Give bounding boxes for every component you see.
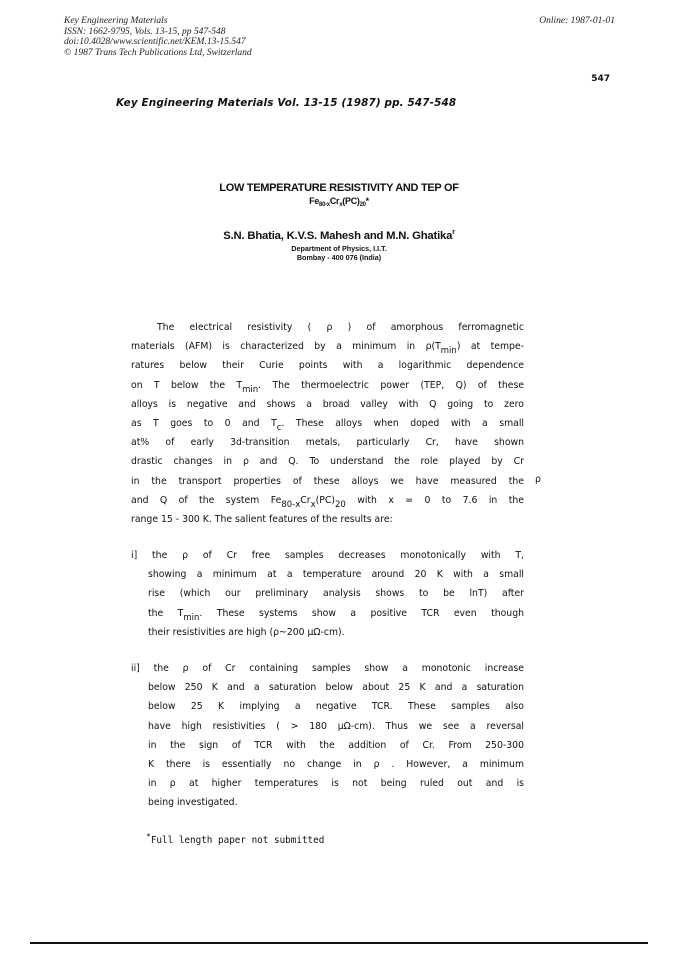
- abstract-line: on T below the $T_{min}$. The thermoelectric power (TEP, Q) of these: [131, 379, 525, 395]
- result-item-ii-line: being investigated.: [148, 797, 238, 809]
- title-line-1: LOW TEMPERATURE RESISTIVITY AND TEP OF: [219, 182, 459, 194]
- meta-issn: ISSN: 1662-9795, Vols. 13-15, pp 547-548: [64, 26, 226, 37]
- paper-title: [0, 182, 678, 212]
- result-item-ii-line: in the sign of TCR with the addition of Cr. From 250-300: [148, 739, 524, 751]
- meta-copyright: © 1987 Trans Tech Publications Ltd, Switzerland: [64, 47, 252, 58]
- abstract-line: ratures below their Curie points with a logarithmic dependence: [131, 360, 524, 372]
- author-list: S.N. Bhatia, K.V.S. Mahesh and M.N. Ghatika$^r$: [223, 229, 455, 242]
- affiliation: [0, 244, 678, 262]
- result-item-ii-line: below 250 K and a saturation below about 25 K and a saturation: [148, 682, 524, 694]
- abstract-line: range 15 - 300 K. The salient features of the results are:: [131, 513, 393, 525]
- footnote-text: Full length paper not submitted: [150, 835, 325, 846]
- result-item-i-line: the $T_{min}$. These systems show a positive TCR even though: [148, 607, 524, 623]
- abstract-line: alloys is negative and shows a broad valley with Q going to zero: [131, 398, 524, 410]
- result-item-ii-line: have high resistivities ( > 180 μΩ-cm). Thus we see a reversal: [148, 720, 524, 732]
- publication-metadata: [64, 16, 252, 58]
- online-date: Online: 1987-01-01: [539, 16, 615, 26]
- margin-rho-symbol: ρ: [535, 474, 541, 485]
- abstract-line: and Q of the system $Fe_{80-x}Cr_x(PC)_{20}$ with x = 0 to 7.6 in the: [131, 494, 524, 510]
- result-item-i-line: rise (which our preliminary analysis shows to be lnT) after: [148, 588, 524, 600]
- abstract-body: [131, 318, 524, 813]
- footnote-mark: *: [146, 832, 151, 841]
- affiliation-address: Bombay - 400 076 (India): [296, 253, 382, 262]
- abstract-line: The electrical resistivity ( ρ ) of amorphous ferromagnetic: [157, 322, 524, 333]
- meta-journal: Key Engineering Materials: [64, 16, 168, 26]
- result-item-ii-line: K there is essentially no change in ρ . However, a minimum: [148, 758, 524, 770]
- title-line-2: $Fe_{80-x}Cr_x(PC)_{20}*$: [309, 196, 369, 208]
- page-number: 547: [591, 74, 610, 84]
- bottom-rule: [30, 942, 648, 944]
- result-item-ii-line: below 25 K implying a negative TCR. These samples also: [148, 701, 524, 713]
- affiliation-department: Department of Physics, I.I.T.: [291, 244, 387, 253]
- meta-doi: doi:10.4028/www.scientific.net/KEM.13-15.547: [64, 37, 246, 47]
- journal-citation: Key Engineering Materials Vol. 13-15 (1987) pp. 547-548: [116, 97, 457, 109]
- abstract-line: in the transport properties of these alloys we have measured the: [131, 475, 524, 487]
- result-item-ii-line: in ρ at higher temperatures is not being ruled out and is: [148, 778, 524, 790]
- result-item-ii-line: ii] the ρ of Cr containing samples show a monotonic increase: [131, 663, 524, 674]
- result-item-i-line: their resistivities are high (ρ~200 μΩ-cm).: [148, 626, 345, 638]
- abstract-line: drastic changes in ρ and Q. To understand the role played by Cr: [131, 456, 524, 468]
- result-item-i-line: showing a minimum at a temperature around 20 K with a small: [148, 569, 524, 581]
- footnote: [146, 832, 325, 846]
- result-item-i-line: i] the ρ of Cr free samples decreases monotonically with T,: [131, 550, 524, 562]
- abstract-line: as T goes to 0 and $T_c$. These alloys when doped with a small: [131, 417, 524, 433]
- abstract-line: at% of early 3d-transition metals, particularly Cr, have shown: [131, 437, 524, 449]
- abstract-line: materials (AFM) is characterized by a minimum in $\rho(T_{min})$ at tempe-: [131, 341, 524, 357]
